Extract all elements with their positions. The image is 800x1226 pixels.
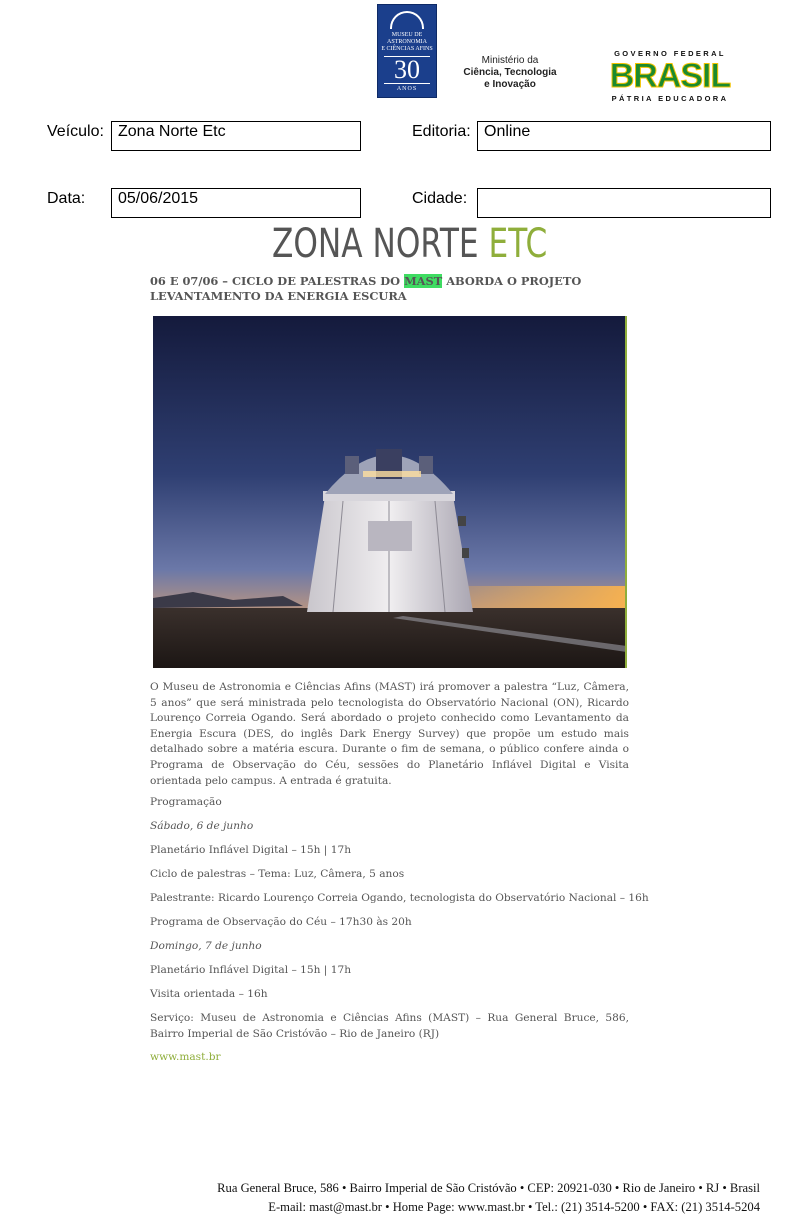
mast-logo-line2: ASTRONOMIA [386,39,427,45]
publication-logo-part1: ZONA NORTE [272,221,489,267]
veiculo-field: Zona Norte Etc [111,121,361,151]
ministerio-line1: Ministério da [481,55,539,66]
article-body: O Museu de Astronomia e Ciências Afins (MAST) irá promover a palestra “Luz, Câmera, 5 anos” que será ministrada pelo tecnologista do Observatório Nacional (ON), Ricardo Lourenço Correia Ogando. Será abordado o projeto conhecido como Levantamento da Energia Escura (DES, do inglês Dark Energy Survey) que propõe um estudo mais detalhado sobre a matéria escura. Durante o fim de semana, o público confere ainda o Programa de Observação do Céu, sessões do Planetário Inflável Digital e Visita orientada pelo campus. A entrada é gratuita. [150,681,629,787]
mast-logo-anos: ANOS [396,86,418,92]
sabado-item-2: Ciclo de palestras – Tema: Luz, Câmera, 5 anos [150,868,405,880]
publication-logo-part2: ETC [488,221,548,267]
data-field: 05/06/2015 [111,188,361,218]
ministerio-logo [446,55,574,91]
sabado-heading: Sábado, 6 de junho [150,820,254,832]
observatory-dome-icon [390,11,424,29]
footer-contact: E-mail: mast@mast.br • Home Page: www.mast.br • Tel.: (21) 3514-5200 • FAX: (21) 3514-5204 [268,1200,760,1214]
governo-federal-logo [588,49,752,103]
footer-address: Rua General Bruce, 586 • Bairro Imperial de São Cristóvão • CEP: 20921-030 • Rio de Janeiro • RJ • Brasil [217,1181,760,1195]
editoria-field: Online [477,121,771,151]
publication-logo [272,221,547,267]
ministerio-line3: e Inovação [484,79,536,90]
mast-logo-number: 30 [384,56,430,84]
sabado-item-4: Programa de Observação do Céu – 17h30 às 20h [150,916,412,928]
article-headline [150,274,630,304]
mast-logo-line3: E CIÊNCIAS AFINS [381,46,433,52]
governo-federal-text: GOVERNO FEDERAL [614,49,726,58]
servico-text: Serviço: Museu de Astronomia e Ciências Afins (MAST) – Rua General Bruce, 586, Bairro Imperial de São Cristóvão – Rio de Janeiro (RJ) [150,1012,629,1040]
editoria-label: Editoria: [412,123,471,140]
domingo-item-1: Planetário Inflável Digital – 15h | 17h [150,964,352,976]
headline-after: ABORDA O PROJETO LEVANTAMENTO DA ENERGIA ESCURA [150,274,582,303]
sabado-item-3: Palestrante: Ricardo Lourenço Correia Ogando, tecnologista do Observatório Nacional – 16h [150,892,649,904]
programacao-heading: Programação [150,796,222,808]
headline-highlight: MAST [404,274,443,288]
mast-logo-line1: MUSEU DE [391,32,423,38]
mast-30-anos-logo [377,4,437,98]
patria-educadora-text: PÁTRIA EDUCADORA [611,94,729,103]
headline-before: 06 E 07/06 – CICLO DE PALESTRAS DO [150,274,405,288]
mast-website-link[interactable]: www.mast.br [150,1051,221,1063]
telescope-photo [153,316,627,668]
cidade-label: Cidade: [412,190,468,207]
ministerio-line2: Ciência, Tecnologia [463,67,557,78]
domingo-item-2: Visita orientada – 16h [150,988,268,1000]
brasil-wordmark: BRASIL [609,57,731,95]
cidade-field [477,188,771,218]
veiculo-label: Veículo: [47,123,104,140]
sabado-item-1: Planetário Inflável Digital – 15h | 17h [150,844,352,856]
domingo-heading: Domingo, 7 de junho [150,940,262,952]
data-label: Data: [47,190,86,207]
